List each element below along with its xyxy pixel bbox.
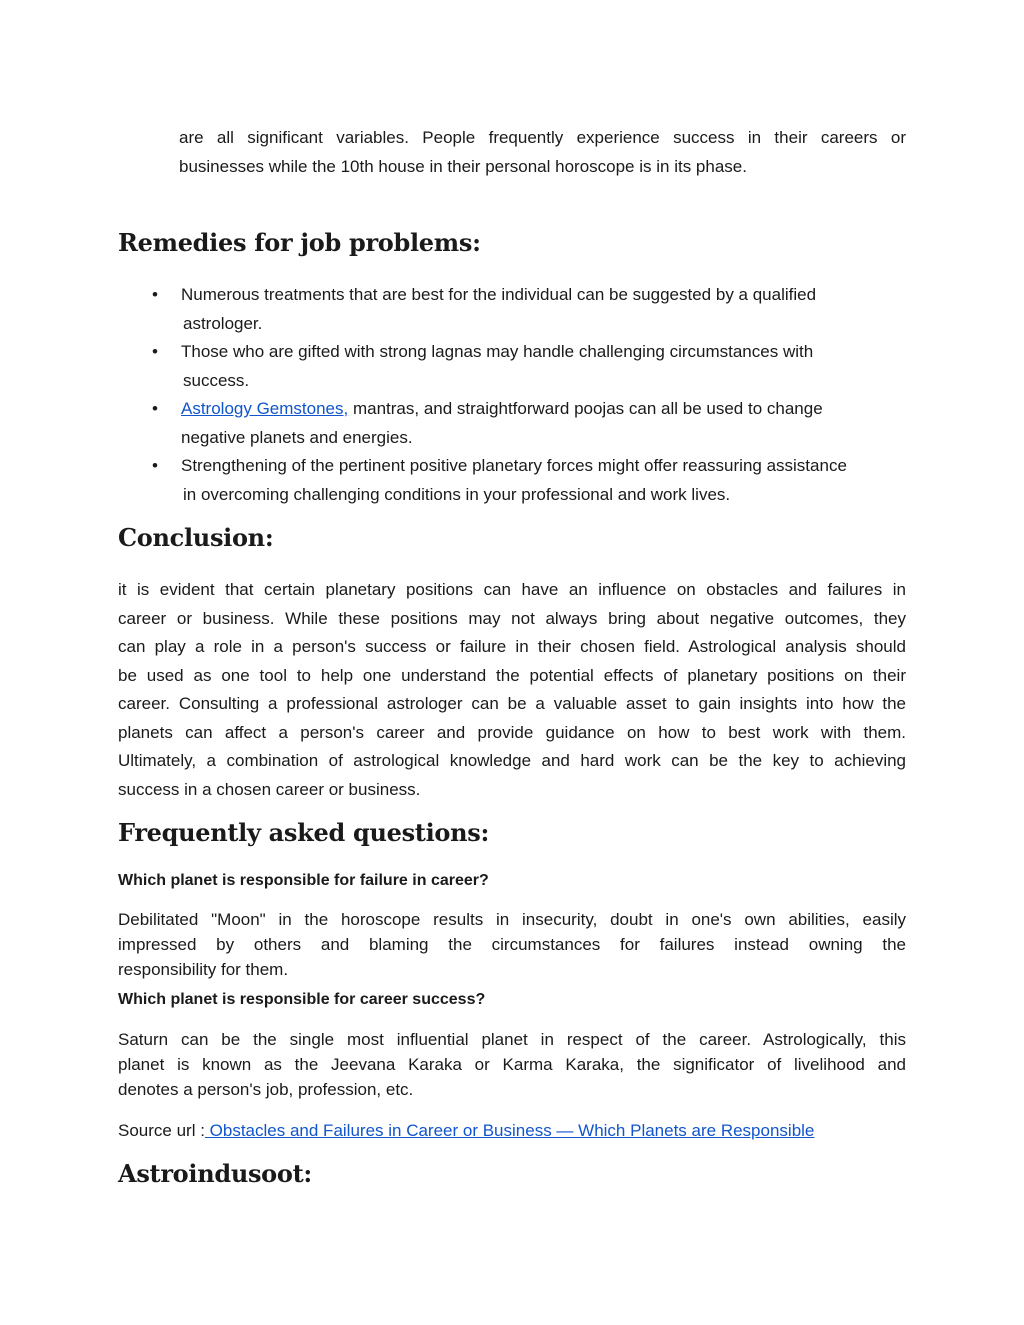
remedies-list [150,281,910,509]
source-article-link[interactable]: Obstacles and Failures in Career or Business — Which Planets are Responsible [204,1121,815,1140]
text-line: it is evident that certain planetary positions can have an influence on obstacles and failures in [118,580,906,599]
text-line: denotes a person's job, profession, etc. [118,1080,414,1099]
intro-paragraph [179,124,906,181]
list-item [150,452,910,509]
bullet-icon: • [152,342,158,361]
bullet-icon: • [152,285,158,304]
list-item-text-continued: in overcoming challenging conditions in your professional and work lives. [183,484,731,504]
list-item-text: Strengthening of the pertinent positive planetary forces might offer reassuring assistance [181,456,847,475]
text-line: Saturn can be the single most influential planet in respect of the career. Astrologically, this [118,1030,906,1049]
list-item-text: Those who are gifted with strong lagnas may handle challenging circumstances with [181,342,814,361]
text-line: Ultimately, a combination of astrological knowledge and hard work can be the key to achieving [118,751,906,770]
list-item [150,395,910,452]
text-line: be used as one tool to help one understand the potential effects of planetary positions on their [118,665,906,685]
text-line: Debilitated "Moon" in the horoscope results in insecurity, doubt in one's own abilities, easily [118,910,906,929]
source-url [118,1118,814,1144]
astrology-gemstones-link[interactable]: Astrology Gemstones, [181,399,349,418]
list-item-text: Numerous treatments that are best for the individual can be suggested by a qualified [181,285,817,304]
text-line: businesses while the 10th house in their personal horoscope is in its phase. [179,156,747,176]
text-line: career or business. While these positions may not always bring about negative outcomes, they [118,608,906,628]
text-line: can play a role in a person's success or failure in their chosen field. Astrological analysis should [118,637,906,656]
bullet-icon: • [152,456,158,475]
faq-question-2: Which planet is responsible for career success? [118,991,486,1008]
conclusion-paragraph [118,576,906,804]
text-line: impressed by others and blaming the circumstances for failures instead owning the [118,935,906,954]
text-line: are all significant variables. People frequently experience success in their careers or [179,128,906,147]
list-item-text: mantras, and straightforward poojas can all be used to change [348,399,823,418]
list-item-text-continued: negative planets and energies. [181,427,413,447]
faq-answer-1 [118,907,906,982]
source-label: Source url : [118,1121,205,1140]
bullet-icon: • [152,399,158,418]
text-line: planets can affect a person's career and provide guidance on how to best work with them. [118,722,906,742]
astroindusoot-heading: Astroindusoot: [118,1159,312,1188]
list-item [150,281,910,338]
text-line: responsibility for them. [118,960,289,979]
text-line: success in a chosen career or business. [118,779,421,799]
list-item [150,338,910,395]
list-item-text-continued: astrologer. [183,313,263,333]
faq-answer-2 [118,1027,906,1102]
conclusion-heading: Conclusion: [118,523,274,552]
faq-question-1: Which planet is responsible for failure in career? [118,872,489,889]
faq-heading: Frequently asked questions: [118,818,490,847]
list-item-text-continued: success. [183,370,250,390]
remedies-heading: Remedies for job problems: [118,228,481,257]
text-line: career. Consulting a professional astrologer can be a valuable asset to gain insights into how the [118,694,906,713]
text-line: planet is known as the Jeevana Karaka or Karma Karaka, the significator of livelihood and [118,1055,906,1074]
